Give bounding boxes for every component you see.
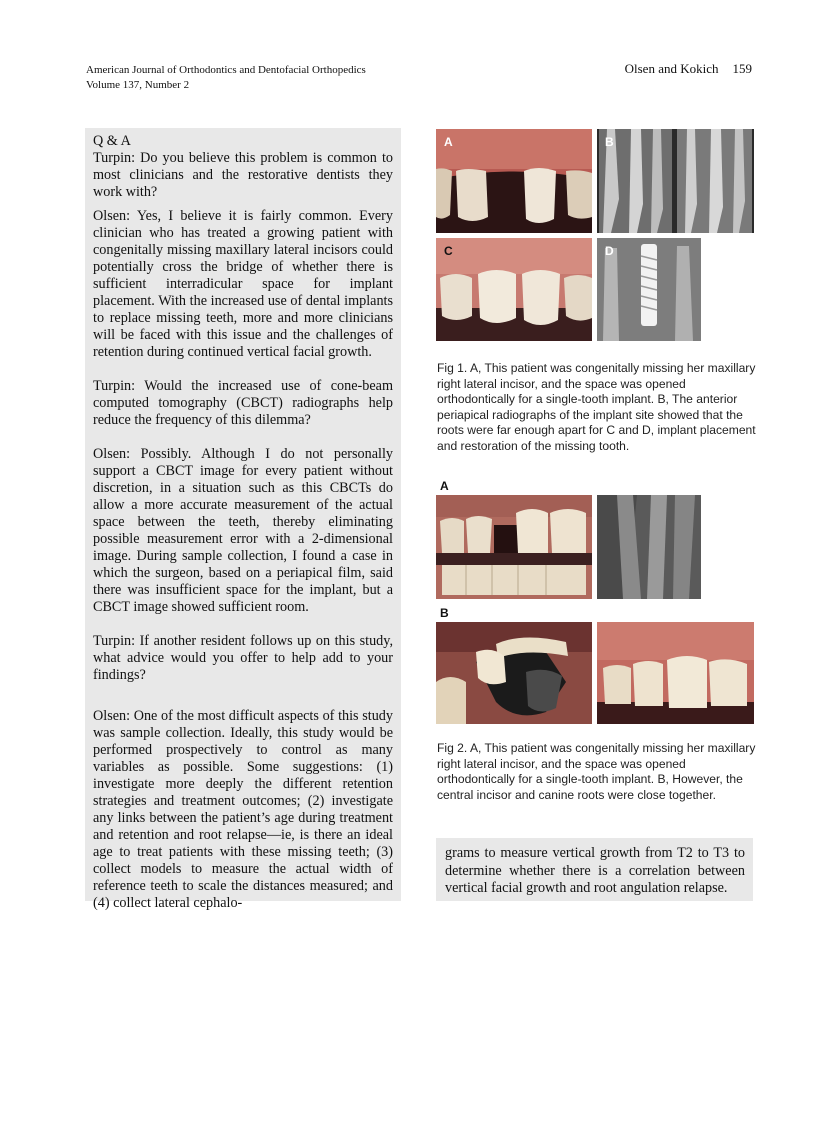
qa-paragraph: Olsen: One of the most difficult aspects of this study was sample collection. Ideally, this study would be performed prospectively to control as many variables as possible. Some suggestions: (1) investigate more deeply the different retention strategies and treatment outcomes; (2) investigate any links between the patient’s age during treatment and retention and root relapse—ie, is there an ideal age to treat patients with these missing teeth; (3) collect models to measure the actual width of reference teeth to scale the distances measured; and (4) collect lateral cephalo- xyxy=(93,708,393,911)
fig2-a-image xyxy=(436,495,592,599)
fig2-panel-a-photo xyxy=(436,495,592,599)
qa-heading: Q & A xyxy=(93,133,131,149)
fig2-panel-a-xray xyxy=(597,495,701,599)
page-number: 159 xyxy=(732,61,752,76)
fig2-label-a: A xyxy=(440,479,449,493)
fig1-c-image xyxy=(436,238,592,341)
fig2-label-b: B xyxy=(440,606,449,620)
fig1-caption: Fig 1. A, This patient was congenitally missing her maxillary right lateral incisor, and the space was opened orthodontically for a single-tooth implant. B, The anterior periapical radiographs of the implant site showed that the roots were far enough apart for C and D, implant placement and restoration of the missing tooth. xyxy=(437,361,756,453)
fig1-label-a: A xyxy=(444,135,453,149)
qa-paragraph: Turpin: Would the increased use of cone-beam computed tomography (CBCT) radiographs help reduce the frequency of this dilemma? xyxy=(93,378,393,428)
fig2-a-xray-image xyxy=(597,495,701,599)
journal-volume: Volume 137, Number 2 xyxy=(86,79,190,91)
fig1-panel-d-xray xyxy=(597,238,701,341)
qa-paragraph: Turpin: Do you believe this problem is common to most clinicians and the restorative dentists they work with? xyxy=(93,150,393,200)
fig2-panel-b-retainer xyxy=(436,622,592,724)
qa-paragraph: Olsen: Possibly. Although I do not personally support a CBCT image for every patient without discretion, in a situation such as this CBCTs do allow a more accurate measurement of the actual space between the teeth, thereby eliminating possible measurement error with a 2-dimensional image. During sample collection, I found a case in which the surgeon, based on a periapical film, said there was insufficient space for the implant, but a CBCT image showed sufficient room. xyxy=(93,446,393,615)
running-head-journal xyxy=(86,63,366,93)
continuation-text: grams to measure vertical growth from T2 to T3 to determine whether there is a correlation between vertical facial growth and root angulation relapse. xyxy=(445,845,745,896)
fig1-label-b: B xyxy=(605,135,614,149)
fig1-a-image xyxy=(436,129,592,233)
fig1-panel-b-xray xyxy=(597,129,754,233)
fig1-label-c: C xyxy=(444,244,453,258)
fig1-label-d: D xyxy=(605,244,614,258)
fig1-panel-a-photo xyxy=(436,129,592,233)
fig1-b-image xyxy=(597,129,754,233)
fig2-caption: Fig 2. A, This patient was congenitally missing her maxillary right lateral incisor, and the space was opened orthodontically for a single-tooth implant. B, However, the central incisor and canine roots were close together. xyxy=(437,741,756,802)
fig2-b-retainer-image xyxy=(436,622,592,724)
qa-paragraph: Olsen: Yes, I believe it is fairly common. Every clinician who has treated a growing patient with congenitally missing maxillary lateral incisors could potentially cross the bridge of whether there is sufficient interradicular space for implant placement. With the increased use of dental implants to replace missing teeth, more and more clinicians will be faced with this issue and the challenges of retention during continued vertical facial growth. xyxy=(93,208,393,360)
fig1-panel-c-photo xyxy=(436,238,592,341)
journal-name: American Journal of Orthodontics and Dentofacial Orthopedics xyxy=(86,64,366,76)
qa-text xyxy=(93,133,393,912)
running-head-right xyxy=(625,61,752,77)
fig2-panel-b-photo xyxy=(597,622,754,724)
running-head-authors: Olsen and Kokich xyxy=(624,61,719,76)
fig2-b-photo-image xyxy=(597,622,754,724)
qa-paragraph: Turpin: If another resident follows up on this study, what advice would you offer to help add to your findings? xyxy=(93,633,393,683)
